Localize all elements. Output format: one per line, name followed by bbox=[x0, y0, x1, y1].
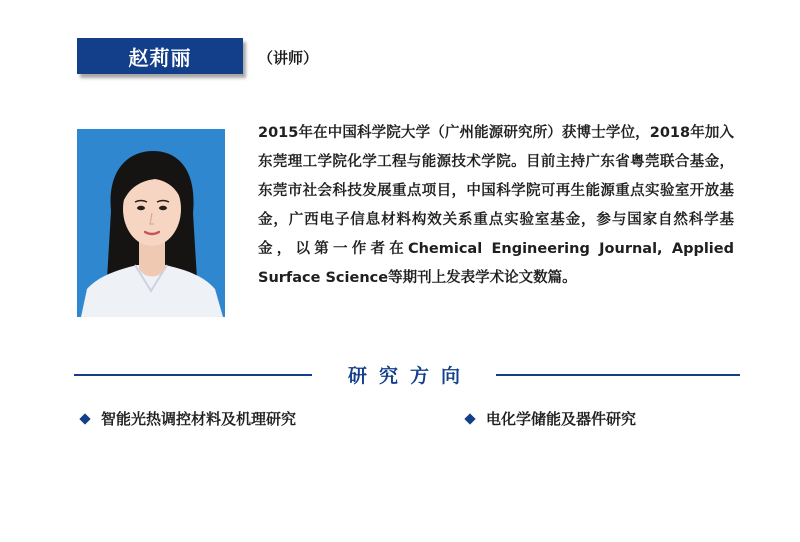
research-heading: 研究方向 bbox=[347, 365, 472, 387]
section-divider-left bbox=[74, 374, 312, 376]
biography-text: 2015年在中国科学院大学（广州能源研究所）获博士学位，2018年加入东莞理工学院化学工程与能源技术学院。目前主持广东省粤莞联合基金，东莞市社会科技发展重点项目，中国科学院可再生能源重点实验室开放基金，广西电子信息材料构效关系重点实验室基金，参与国家自然科学基金，以第一作者在Chemical Engineering Journal, Applied Surface Science等期刊上发表学术论文数篇。 bbox=[258, 125, 734, 286]
position-title: （讲师） bbox=[258, 49, 319, 67]
research-item bbox=[466, 408, 636, 429]
research-item-label: 智能光热调控材料及机理研究 bbox=[101, 410, 297, 428]
diamond-bullet-icon bbox=[464, 413, 475, 424]
diamond-bullet-icon bbox=[79, 413, 90, 424]
portrait-photo bbox=[77, 129, 225, 317]
research-item bbox=[81, 408, 296, 429]
person-name: 赵莉丽 bbox=[128, 45, 192, 70]
research-item-label: 电化学储能及器件研究 bbox=[486, 410, 637, 428]
section-divider-right bbox=[496, 374, 740, 376]
name-banner bbox=[77, 38, 243, 74]
